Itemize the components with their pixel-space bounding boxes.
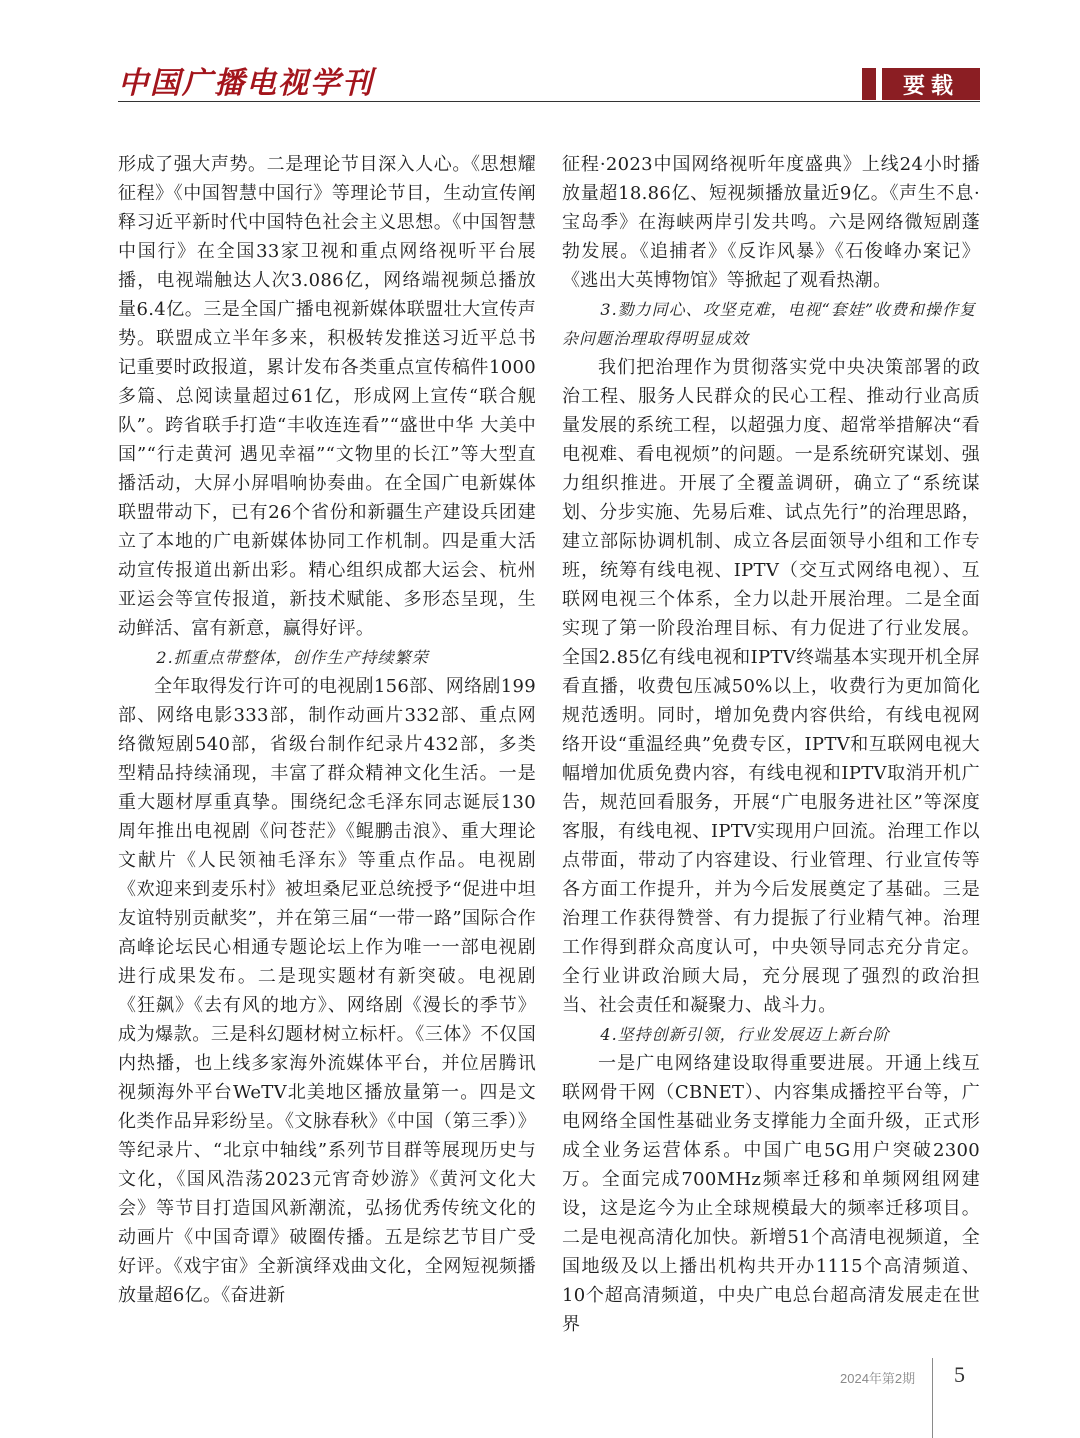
body-paragraph: 全年取得发行许可的电视剧156部、网络剧199部、网络电影333部，制作动画片332部、重点网络微短剧540部，省级台制作纪录片432部，多类型精品持续涌现，丰富了群众精神文化生活。一是重大题材厚重真挚。围绕纪念毛泽东同志诞辰130周年推出电视剧《问苍茫》《鲲鹏击浪》、重大理论文献片《人民领袖毛泽东》等重点作品。电视剧《欢迎来到麦乐村》被坦桑尼亚总统授予“促进中坦友谊特别贡献奖”，并在第三届“一带一路”国际合作高峰论坛民心相通专题论坛上作为唯一一部电视剧进行成果发布。二是现实题材有新突破。电视剧《狂飙》《去有风的地方》、网络剧《漫长的季节》成为爆款。三是科幻题材树立标杆。《三体》不仅国内热播，也上线多家海外流媒体平台，并位居腾讯视频海外平台WeTV北美地区播放量第一。四是文化类作品异彩纷呈。《文脉春秋》《中国（第三季）》等纪录片、“北京中轴线”系列节目群等展现历史与文化，《国风浩荡2023元宵奇妙游》《黄河文化大会》等节目打造国风新潮流，弘扬优秀传统文化的动画片《中国奇谭》破圈传播。五是综艺节目广受好评。《戏宇宙》全新演绎戏曲文化，全网短视频播放量超6亿。《奋进新: [118, 676, 536, 1306]
section-heading: 3.勠力同心、攻坚克难，电视“套娃”收费和操作复杂问题治理取得明显成效: [562, 300, 977, 348]
header-rule: [118, 101, 980, 102]
section-tag-box: [862, 68, 980, 100]
section-tag: 要载: [882, 68, 980, 100]
body-paragraph: 我们把治理作为贯彻落实党中央决策部署的政治工程、服务人民群众的民心工程、推动行业高质量发展的系统工程，以超强力度、超常举措解决“看电视难、看电视烦”的问题。一是系统研究谋划、强力组织推进。开展了全覆盖调研，确立了“系统谋划、分步实施、先易后难、试点先行”的治理思路，建立部际协调机制、成立各层面领导小组和工作专班，统筹有线电视、IPTV（交互式网络电视）、互联网电视三个体系，全力以赴开展治理。二是全面实现了第一阶段治理目标、有力促进了行业发展。全国2.85亿有线电视和IPTV终端基本实现开机全屏看直播，收费包压减50%以上，收费行为更加简化规范透明。同时，增加免费内容供给，有线电视网络开设“重温经典”免费专区，IPTV和互联网电视大幅增加优质免费内容，有线电视和IPTV取消开机广告，规范回看服务，开展“广电服务进社区”等深度客服，有线电视、IPTV实现用户回流。治理工作以点带面，带动了内容建设、行业管理、行业宣传等各方面工作提升，并为今后发展奠定了基础。三是治理工作获得赞誉、有力提振了行业精气神。治理工作得到群众高度认可，中央领导同志充分肯定。全行业讲政治顾大局，充分展现了强烈的政治担当、社会责任和凝聚力、战斗力。: [562, 357, 980, 1016]
left-column: [118, 150, 536, 1310]
section-heading: 4.坚持创新引领，行业发展迈上新台阶: [600, 1025, 890, 1044]
journal-masthead: 中国广播电视学刊: [118, 66, 374, 101]
right-column: [562, 150, 980, 1339]
section-tag-bar: [862, 68, 876, 100]
issue-label: 2024年第2期: [840, 1371, 916, 1386]
footer-divider: [932, 1358, 933, 1438]
body-paragraph: 形成了强大声势。二是理论节目深入人心。《思想耀征程》《中国智慧中国行》等理论节目，生动宣传阐释习近平新时代中国特色社会主义思想。《中国智慧中国行》在全国33家卫视和重点网络视听平台展播，电视端触达人次3.086亿，网络端视频总播放量6.4亿。三是全国广播电视新媒体联盟壮大宣传声势。联盟成立半年多来，积极转发推送习近平总书记重要时政报道，累计发布各类重点宣传稿件1000多篇、总阅读量超过61亿，形成网上宣传“联合舰队”。跨省联手打造“丰收连连看”“盛世中华 大美中国”“行走黄河 遇见幸福”“文物里的长江”等大型直播活动，大屏小屏唱响协奏曲。在全国广电新媒体联盟带动下，已有26个省份和新疆生产建设兵团建立了本地的广电新媒体协同工作机制。四是重大活动宣传报道出新出彩。精心组织成都大运会、杭州亚运会等宣传报道，新技术赋能、多形态呈现，生动鲜活、富有新意，赢得好评。: [118, 154, 536, 639]
section-heading: 2.抓重点带整体，创作生产持续繁荣: [156, 648, 429, 667]
page-number: 5: [954, 1362, 965, 1387]
body-paragraph: 征程·2023中国网络视听年度盛典》上线24小时播放量超18.86亿、短视频播放量近9亿。《声生不息·宝岛季》在海峡两岸引发共鸣。六是网络微短剧蓬勃发展。《追捕者》《反诈风暴》《石俊峰办案记》《逃出大英博物馆》等掀起了观看热潮。: [562, 154, 980, 291]
body-paragraph: 一是广电网络建设取得重要进展。开通上线互联网骨干网（CBNET）、内容集成播控平台等，广电网络全国性基础业务支撑能力全面升级，正式形成全业务运营体系。中国广电5G用户突破2300万。全面完成700MHz频率迁移和单频网组网建设，这是迄今为止全球规模最大的频率迁移项目。二是电视高清化加快。新增51个高清电视频道，全国地级及以上播出机构共开办1115个高清频道、10个超高清频道，中央广电总台超高清发展走在世界: [562, 1053, 980, 1335]
